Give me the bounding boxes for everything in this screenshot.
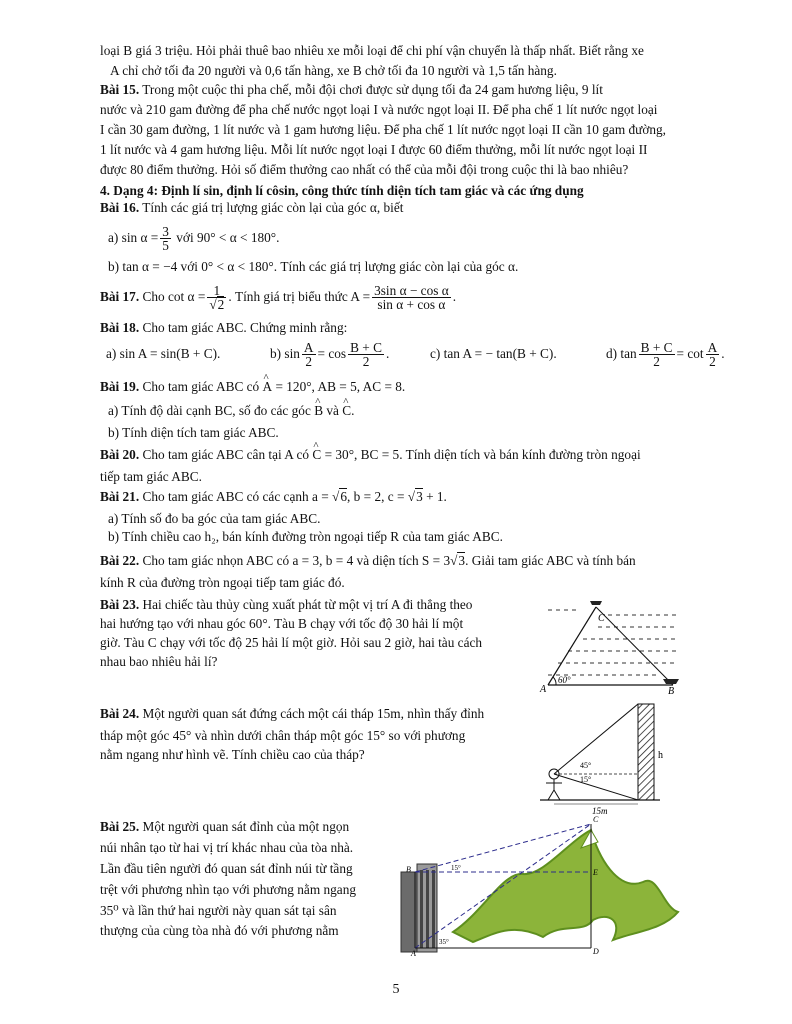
problem-16-a: a) sin α = $\frac{3}{5}$ với 90° < α < 180°. bbox=[108, 224, 280, 254]
problem-24-line-2: tháp một góc 45° và nhìn dưới chân tháp một góc 15° so với phương bbox=[100, 728, 466, 743]
angle-15: 15° bbox=[580, 775, 592, 784]
problem-20-label: Bài 20. bbox=[100, 447, 140, 462]
problem-16-b: b) tan α = −4 với 0° < α < 180°. Tính các giá trị lượng giác còn lại của góc α. bbox=[108, 259, 519, 274]
problem-15-line-4: 1 lít nước và 4 gam hương liệu. Mỗi lít nước ngọt loại I được 60 điểm thưởng, mỗi lít nước ngọt loại II bbox=[100, 142, 648, 157]
fraction: $\frac{\text{3sin α − cos α}}{\text{sin α + cos α}}$ bbox=[374, 283, 449, 313]
fraction: $\frac{3}{5}$ bbox=[162, 224, 169, 254]
problem-19-a: a) Tính độ dài cạnh BC, số đo các góc ^ B và ^ C. bbox=[108, 402, 354, 420]
label-b: B bbox=[406, 865, 411, 874]
problem-25-line-2: núi nhân tạo từ hai vị trí khác nhau của tòa nhà. bbox=[100, 840, 354, 855]
angle-15: 15° bbox=[451, 864, 461, 872]
problem-25-line-3: Lần đầu tiên người đó quan sát đỉnh núi từ tầng bbox=[100, 861, 353, 876]
label-a: A bbox=[540, 684, 547, 695]
problem-23-line-4: nhau bao nhiêu hải lí? bbox=[100, 654, 218, 669]
problem-18-a: a) sin A = sin(B + C). bbox=[106, 346, 221, 361]
problem-15-label: Bài 15. bbox=[100, 82, 140, 97]
problem-25-label: Bài 25. bbox=[100, 819, 140, 834]
line-ac bbox=[548, 607, 596, 685]
line-bc bbox=[596, 607, 673, 685]
problem-24-line-3: nằm ngang như hình vẽ. Tính chiều cao của tháp? bbox=[100, 747, 365, 762]
tower-figure bbox=[540, 700, 680, 820]
problem-17-line: Bài 17. Cho cot α = $\frac{1}{√2}$ . Tính giá trị biểu thức A = $\frac{\text{3sin α − cos α}}{\text{sin α + cos α}}$ . bbox=[100, 283, 457, 313]
problem-18-label: Bài 18. bbox=[100, 320, 140, 335]
problem-18-c: c) tan A = − tan(B + C). bbox=[430, 346, 557, 361]
label-c: C bbox=[598, 613, 605, 624]
problem-15-line-5: được 80 điểm thưởng. Hỏi số điểm thưởng cao nhất có thể của mỗi đội trong cuộc thi là bao nhiêu? bbox=[100, 162, 629, 177]
section-4-heading: 4. Dạng 4: Định lí sin, định lí côsin, công thức tính diện tích tam giác và các ứng dụng bbox=[100, 183, 584, 198]
problem-23-line-2: hai hướng tạo với nhau góc 60°. Tàu B chạy với tốc độ 30 hải lí một bbox=[100, 616, 464, 631]
problem-20-line-1: Bài 20. Cho tam giác ABC cân tại A có ^ C = 30°, BC = 5. Tính diện tích và bán kính đường tròn ngoại bbox=[100, 446, 641, 464]
problem-18-d: d) tan $\frac{B + C}{2}$ = cot $\frac{A}{2}$ . bbox=[606, 340, 725, 370]
angle-45: 45° bbox=[580, 761, 592, 770]
label-h: h bbox=[658, 750, 663, 761]
problem-17-label: Bài 17. bbox=[100, 289, 140, 304]
problem-21-line: Bài 21. Cho tam giác ABC có các cạnh a = √6, b = 2, c = √3 + 1. bbox=[100, 489, 447, 504]
problem-25-line-4: trệt với phương nhìn tạo với phương nằm ngang bbox=[100, 882, 356, 897]
ship-b-icon bbox=[663, 679, 679, 684]
problem-22-label: Bài 22. bbox=[100, 553, 140, 568]
sightline-bottom bbox=[554, 774, 638, 800]
page-number: 5 bbox=[392, 982, 400, 997]
label-a: A bbox=[411, 949, 416, 957]
problem-18-line: Bài 18. Cho tam giác ABC. Chứng minh rằng: bbox=[100, 320, 348, 335]
problem-20-line-2: tiếp tam giác ABC. bbox=[100, 469, 202, 484]
mountain-figure bbox=[393, 812, 683, 957]
problem-25-line-1: Bài 25. Một người quan sát đỉnh của một ngọn bbox=[100, 819, 350, 834]
problem-19-line: Bài 19. Cho tam giác ABC có ^ A = 120°, AB = 5, AC = 8. bbox=[100, 378, 405, 396]
problem-21-label: Bài 21. bbox=[100, 489, 140, 504]
angle-60: 60° bbox=[558, 675, 571, 685]
problem-21-a: a) Tính số đo ba góc của tam giác ABC. bbox=[108, 511, 321, 526]
problem-25-line-6: thượng của cùng tòa nhà đó với phương nằm bbox=[100, 923, 339, 938]
problem-23-line-1: Bài 23. Hai chiếc tàu thủy cùng xuất phát từ một vị trí A đi thẳng theo bbox=[100, 597, 473, 612]
problem-14-line-2: A chỉ chở tối đa 20 người và 0,6 tấn hàng, xe B chở tối đa 10 người và 1,5 tấn hàng. bbox=[110, 63, 557, 78]
problem-24-label: Bài 24. bbox=[100, 706, 140, 721]
problem-25-line-5: 35⁰ và lần thứ hai người này quan sát tại sân bbox=[100, 903, 337, 918]
problem-15-line-2: nước và 210 gam đường để pha chế nước ngọt loại I và nước ngọt loại II. Để pha chế 1 lít nước ngọt loại bbox=[100, 102, 658, 117]
problem-22-line-1: Bài 22. Cho tam giác nhọn ABC có a = 3, b = 4 và diện tích S = 3√3. Giải tam giác ABC và tính bán bbox=[100, 553, 636, 568]
problem-24-line-1: Bài 24. Một người quan sát đứng cách một cái tháp 15m, nhìn thấy đỉnh bbox=[100, 706, 485, 721]
problem-14-line-1: loại B giá 3 triệu. Hỏi phải thuê bao nhiêu xe mỗi loại để chi phí vận chuyển là thấp nhất. Biết rằng xe bbox=[100, 43, 644, 58]
mountain bbox=[453, 830, 678, 942]
fraction: $\frac{1}{√2}$ bbox=[209, 283, 225, 313]
problem-16-line-1: Bài 16. Tính các giá trị lượng giác còn lại của góc α, biết bbox=[100, 200, 404, 215]
label-b: B bbox=[668, 686, 675, 695]
label-d: D bbox=[593, 947, 599, 956]
problem-16-label: Bài 16. bbox=[100, 200, 140, 215]
problem-22-line-2: kính R của đường tròn ngoại tiếp tam giác đó. bbox=[100, 575, 345, 590]
tower bbox=[638, 704, 654, 800]
problem-23-line-3: giờ. Tàu C chạy với tốc độ 25 hải lí một giờ. Hỏi sau 2 giờ, hai tàu cách bbox=[100, 635, 483, 650]
distance-15m: 15m bbox=[592, 806, 608, 816]
problem-18-b: b) sin $\frac{A}{2}$ = cos $\frac{B + C}{2}$ . bbox=[270, 340, 390, 370]
problem-15-line-3: I cần 30 gam đường, 1 lít nước và 1 gam hương liệu. Để pha chế 1 lít nước ngọt loại II cần 10 gam đường, bbox=[100, 122, 667, 137]
label-e: E bbox=[593, 868, 598, 877]
label-c: C bbox=[593, 815, 599, 824]
problem-23-label: Bài 23. bbox=[100, 597, 140, 612]
problem-15-line-1: Bài 15. Trong một cuộc thi pha chế, mỗi đội chơi được sử dụng tối đa 24 gam hương liệu, 9 lít bbox=[100, 82, 603, 97]
problem-21-b: b) Tính chiều cao h₂, bán kính đường tròn ngoại tiếp R của tam giác ABC. bbox=[108, 529, 503, 544]
sightline-top bbox=[554, 704, 638, 774]
ship-c-icon bbox=[590, 601, 602, 605]
problem-19-label: Bài 19. bbox=[100, 379, 140, 394]
problem-19-b: b) Tính diện tích tam giác ABC. bbox=[108, 425, 279, 440]
angle-35: 35° bbox=[439, 938, 449, 946]
ships-figure bbox=[538, 595, 686, 695]
